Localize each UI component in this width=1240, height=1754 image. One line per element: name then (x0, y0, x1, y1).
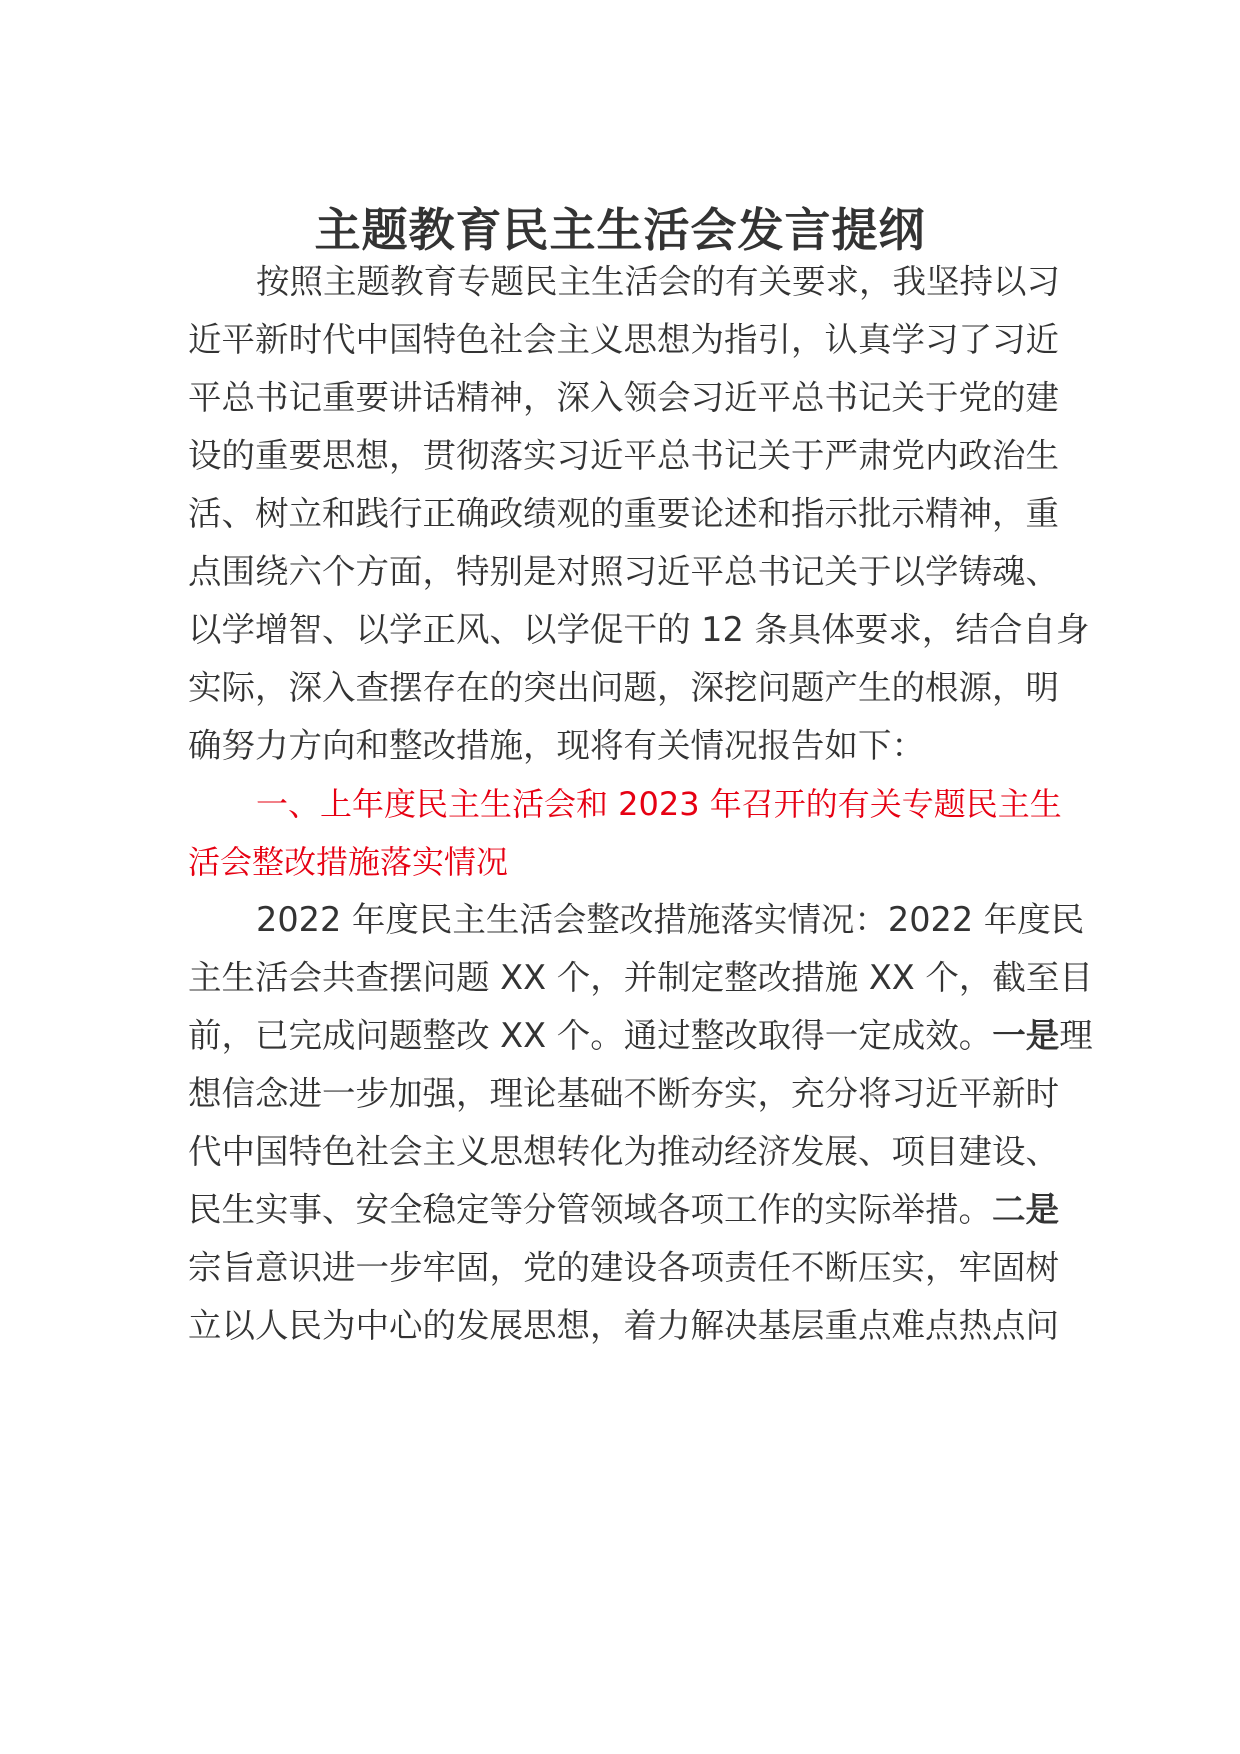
body-line-8: 立以人民为中心的发展思想，着力解决基层重点难点热点问 (188, 1306, 1059, 1345)
point-two-label: 二是 (992, 1190, 1059, 1229)
body-line-4: 想信念进一步加强，理论基础不断夯实，充分将习近平新时 (188, 1074, 1059, 1113)
section-heading-line-2: 活会整改措施落实情况 (188, 843, 509, 881)
intro-line-5: 活、树立和践行正确政绩观的重要论述和指示批示精神，重 (188, 494, 1059, 533)
body-line-6-text: 民生实事、安全稳定等分管领域各项工作的实际举措。 (188, 1190, 992, 1229)
intro-line-1: 按照主题教育专题民主生活会的有关要求，我坚持以习 (256, 262, 1060, 301)
section-heading-line-1: 一、上年度民主生活会和 2023 年召开的有关专题民主生 (256, 785, 1062, 823)
intro-line-4: 设的重要思想，贯彻落实习近平总书记关于严肃党内政治生 (188, 436, 1059, 475)
body-line-6 (188, 1178, 1059, 1242)
body-line-7: 宗旨意识进一步牢固，党的建设各项责任不断压实，牢固树 (188, 1248, 1059, 1287)
body-line-3-text: 前，已完成问题整改 XX 个。通过整改取得一定成效。 (188, 1016, 993, 1055)
intro-line-8: 实际，深入查摆存在的突出问题，深挖问题产生的根源，明 (188, 668, 1059, 707)
body-line-1: 2022 年度民主生活会整改措施落实情况：2022 年度民 (256, 900, 1085, 939)
intro-line-7: 以学增智、以学正风、以学促干的 12 条具体要求，结合自身 (188, 610, 1090, 649)
body-line-5: 代中国特色社会主义思想转化为推动经济发展、项目建设、 (188, 1132, 1059, 1171)
point-one-label: 一是 (992, 1016, 1060, 1055)
intro-line-3: 平总书记重要讲话精神，深入领会习近平总书记关于党的建 (188, 378, 1059, 417)
body-line-2: 主生活会共查摆问题 XX 个，并制定整改措施 XX 个，截至目 (188, 958, 1093, 997)
document-title: 主题教育民主生活会发言提纲 (314, 203, 926, 257)
intro-line-2: 近平新时代中国特色社会主义思想为指引，认真学习了习近 (188, 320, 1059, 359)
intro-line-6: 点围绕六个方面，特别是对照习近平总书记关于以学铸魂、 (188, 552, 1059, 591)
intro-line-9: 确努力方向和整改措施，现将有关情况报告如下： (188, 726, 925, 765)
body-line-3 (188, 1004, 1093, 1068)
body-line-3-tail: 理 (1059, 1016, 1093, 1055)
